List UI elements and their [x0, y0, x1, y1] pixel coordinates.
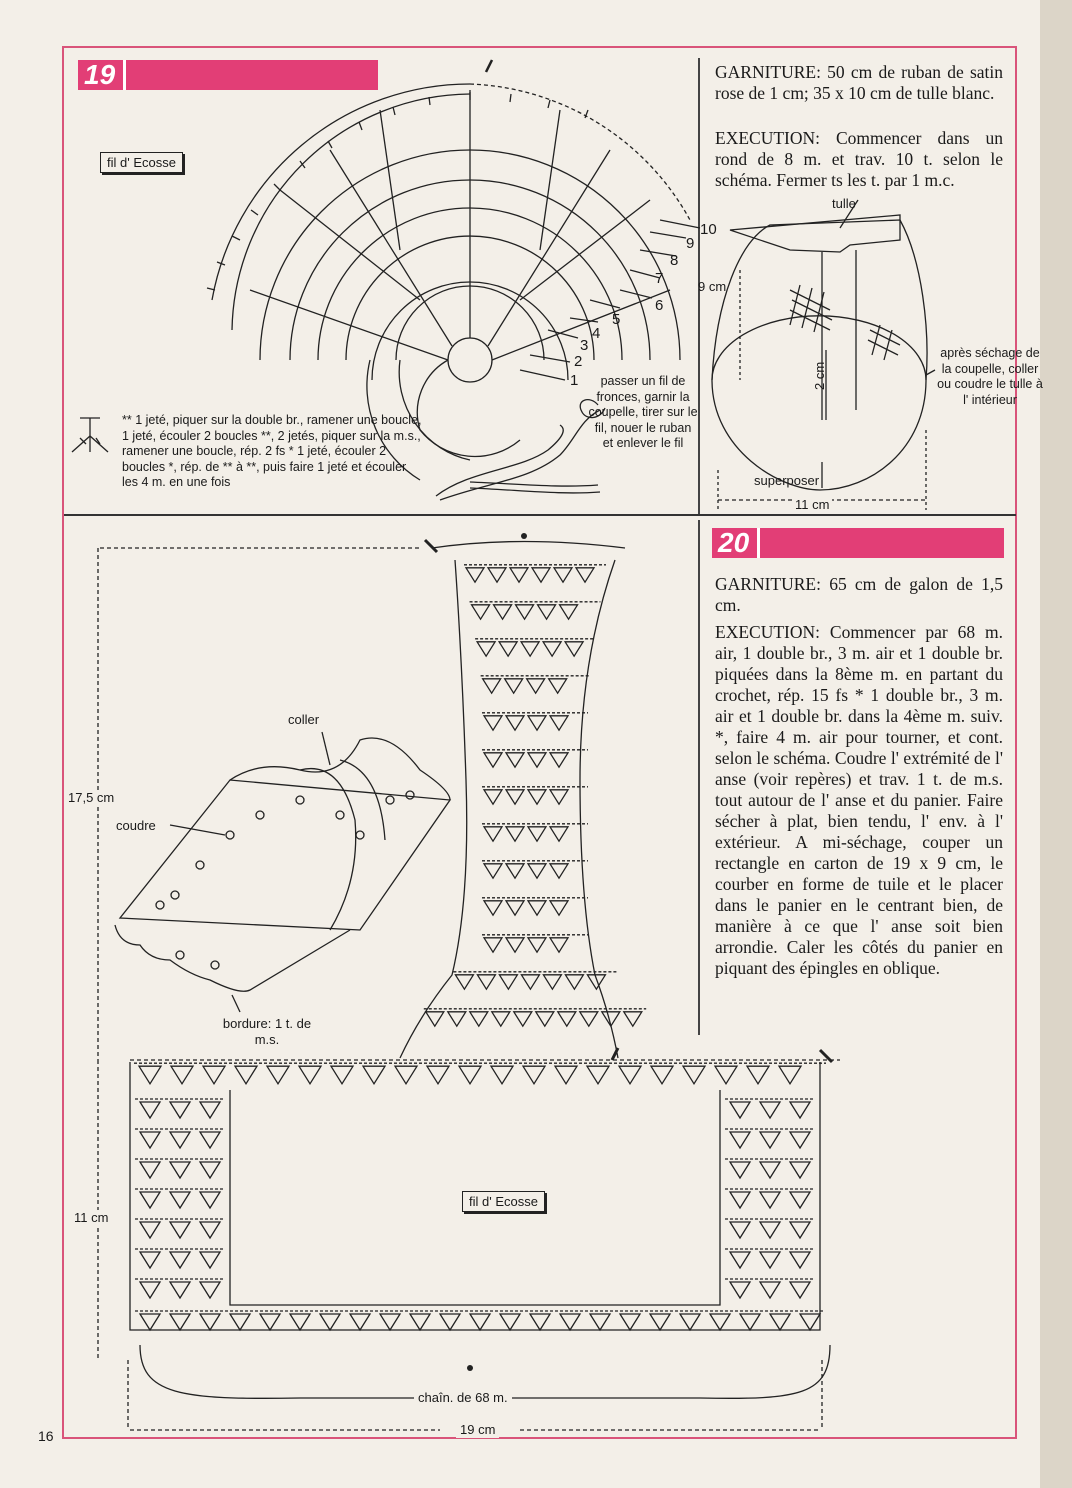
chain-label: chaîn. de 68 m.: [414, 1390, 512, 1406]
stitch-triangle: [484, 753, 502, 767]
stitch-triangle: [790, 1222, 810, 1238]
stitch-triangle: [715, 1066, 737, 1084]
section-number: 20: [718, 528, 760, 558]
row-number-9: 9: [686, 235, 695, 252]
coller-label: coller: [288, 712, 320, 727]
stitch-triangle: [760, 1192, 780, 1208]
stitch-triangle: [565, 642, 583, 656]
stitch-triangle: [170, 1314, 190, 1330]
stitch-triangle: [555, 1066, 577, 1084]
stitch-triangle: [477, 975, 495, 989]
stitch-triangle: [440, 1314, 460, 1330]
stitch-triangle: [760, 1132, 780, 1148]
section-number: 19: [84, 60, 126, 90]
row-number-7: 7: [655, 270, 664, 287]
stitch-triangle: [140, 1282, 160, 1298]
stitch-triangle: [484, 827, 502, 841]
stitch-triangle: [506, 753, 524, 767]
stitch-triangle: [528, 716, 546, 730]
stitch-triangle: [200, 1314, 220, 1330]
stitch-triangle: [550, 827, 568, 841]
stitch-triangle: [560, 1314, 580, 1330]
stitch-triangle: [200, 1282, 220, 1298]
stitch-triangle: [538, 605, 556, 619]
page-number: 16: [38, 1428, 54, 1444]
stitch-triangle: [620, 1314, 640, 1330]
stitch-triangle: [790, 1132, 810, 1148]
stitch-triangle: [170, 1222, 190, 1238]
stitch-triangle: [299, 1066, 321, 1084]
stitch-triangle: [320, 1314, 340, 1330]
stitch-triangle: [650, 1314, 670, 1330]
stitch-triangle: [619, 1066, 641, 1084]
stitch-triangle: [730, 1252, 750, 1268]
stitch-triangle: [466, 568, 484, 582]
stitch-triangle: [800, 1314, 820, 1330]
stitch-triangle: [484, 901, 502, 915]
stitch-triangle: [459, 1066, 481, 1084]
stitch-triangle: [170, 1192, 190, 1208]
stitch-triangle: [140, 1222, 160, 1238]
overlap-label: superposer: [754, 473, 820, 488]
stitch-triangle: [710, 1314, 730, 1330]
stitch-triangle: [730, 1192, 750, 1208]
stitch-triangle: [760, 1252, 780, 1268]
stitch-triangle: [363, 1066, 385, 1084]
stitch-triangle: [730, 1162, 750, 1178]
cup-height-label: 9 cm: [698, 279, 727, 294]
stitch-triangle: [790, 1192, 810, 1208]
stitch-triangle: [624, 1012, 642, 1026]
row-number-1: 1: [570, 372, 579, 389]
stitch-triangle: [484, 864, 502, 878]
stitch-triangle: [380, 1314, 400, 1330]
stitch-triangle: [510, 568, 528, 582]
stitch-triangle: [760, 1102, 780, 1118]
stitch-triangle: [500, 1314, 520, 1330]
stitch-triangle: [683, 1066, 705, 1084]
stitch-triangle: [200, 1132, 220, 1148]
stitch-triangle: [506, 827, 524, 841]
stitch-triangle: [530, 1314, 550, 1330]
stitch-triangle: [230, 1314, 250, 1330]
stitch-triangle: [790, 1282, 810, 1298]
stitch-triangle: [200, 1102, 220, 1118]
stitch-triangle: [350, 1314, 370, 1330]
stitch-triangle: [331, 1066, 353, 1084]
stitch-triangle: [488, 568, 506, 582]
stitch-triangle: [427, 1066, 449, 1084]
stitch-triangle: [527, 679, 545, 693]
stitch-triangle: [760, 1282, 780, 1298]
coudre-label: coudre: [116, 818, 156, 833]
stitch-triangle: [267, 1066, 289, 1084]
stitch-triangle: [506, 901, 524, 915]
section-20-execution: EXECUTION: Commencer par 68 m. air, 1 double br., 3 m. air et 1 double br. piquées dans la 8ème m. en partant du crochet, rép. 15 fs * 1 double br., 3 m. air et 1 double br. dans la 4ème m. suiv. *, faire 4 m. air pour tourner, et cont. selon le schéma. Coudre l' extrémité de l' anse (voir repères) et trav. 1 t. de m.s. tout autour de l' anse et du panier. Faire sécher à plat, bien tendu, l' env. à l' extérieur. A mi-séchage, couper un rectangle en carton de 19 x 9 cm, le courber en forme de tuile et le placer dans le panier en le centrant bien, de manière à ce que l' anse soit bien arrondie. Caler les côtés du panier en piquant des épingles en oblique.: [715, 622, 1003, 978]
row-number-3: 3: [580, 337, 589, 354]
stitch-triangle: [760, 1162, 780, 1178]
stitch-triangle: [565, 975, 583, 989]
stitch-triangle: [494, 605, 512, 619]
section-19-garniture: GARNITURE: 50 cm de ruban de satin rose de 1 cm; 35 x 10 cm de tulle blanc.: [715, 62, 1003, 103]
stitch-triangle: [506, 790, 524, 804]
stitch-triangle: [395, 1066, 417, 1084]
stitch-triangle: [576, 568, 594, 582]
stitch-symbol: [72, 418, 108, 452]
stitch-triangle: [550, 716, 568, 730]
stitch-triangle: [484, 938, 502, 952]
stitch-triangle: [760, 1222, 780, 1238]
stitch-legend: ** 1 jeté, piquer sur la double br., ramener une boucle, 1 jeté, écouler 2 boucles **, 2 jetés, piquer sur la m.s., ramener une boucle, rép. 2 fs * 1 jeté, écouler 2 boucles *, rép. de ** à **, puis faire 1 jeté et écouler les 4 m. en une fois: [122, 413, 422, 489]
stitch-triangle: [590, 1314, 610, 1330]
stitch-triangle: [140, 1192, 160, 1208]
stitch-triangle: [521, 975, 539, 989]
section-20-garniture: GARNITURE: 65 cm de galon de 1,5 cm.: [715, 574, 1003, 615]
stitch-triangle: [470, 1314, 490, 1330]
dimension-lines: [98, 548, 822, 1430]
stitch-triangle: [550, 864, 568, 878]
handle-height-label: 17,5 cm: [68, 790, 115, 805]
stitch-triangle: [730, 1132, 750, 1148]
stitch-triangle: [558, 1012, 576, 1026]
ribbon-drawing: [436, 400, 605, 500]
stitch-triangle: [587, 1066, 609, 1084]
stitch-triangle: [506, 716, 524, 730]
stitch-triangle: [455, 975, 473, 989]
stitch-triangle: [505, 679, 523, 693]
stitch-triangle: [170, 1132, 190, 1148]
stitch-triangle: [790, 1102, 810, 1118]
row-number-6: 6: [655, 297, 664, 314]
stitch-triangle: [550, 790, 568, 804]
stitch-triangle: [747, 1066, 769, 1084]
stitch-triangle: [528, 753, 546, 767]
stitch-triangle: [200, 1192, 220, 1208]
stitch-triangle: [580, 1012, 598, 1026]
stitch-triangle: [203, 1066, 225, 1084]
stitch-triangle: [170, 1102, 190, 1118]
stitch-triangle: [477, 642, 495, 656]
stitch-triangle: [514, 1012, 532, 1026]
stitch-triangle: [200, 1162, 220, 1178]
row-number-8: 8: [670, 252, 679, 269]
basket-height-label: 11 cm: [74, 1210, 109, 1225]
stitch-triangle: [528, 901, 546, 915]
stitch-triangle: [200, 1252, 220, 1268]
stitch-triangle: [484, 716, 502, 730]
row-number-4: 4: [592, 325, 601, 342]
basket-thread-label: fil d' Ecosse: [462, 1191, 545, 1212]
stitch-triangle: [170, 1282, 190, 1298]
stitch-triangle: [550, 938, 568, 952]
stitch-triangle: [483, 679, 501, 693]
stitch-triangle: [140, 1314, 160, 1330]
stitch-triangle: [516, 605, 534, 619]
stitch-triangle: [528, 864, 546, 878]
thread-label: fil d' Ecosse: [100, 152, 183, 173]
drying-note: après séchage de la coupelle, coller ou coudre le tulle à l' intérieur: [937, 346, 1043, 407]
row-number-10: 10: [700, 221, 717, 238]
stitch-triangle: [491, 1066, 513, 1084]
stitch-triangle: [740, 1314, 760, 1330]
stitch-triangle: [426, 1012, 444, 1026]
stitch-triangle: [448, 1012, 466, 1026]
stitch-triangle: [680, 1314, 700, 1330]
stitch-triangle: [470, 1012, 488, 1026]
stitch-triangle: [779, 1066, 801, 1084]
stitch-triangle: [499, 975, 517, 989]
row-number-2: 2: [574, 353, 583, 370]
stitch-triangle: [790, 1252, 810, 1268]
stitch-triangle: [730, 1282, 750, 1298]
cup-drawing: [712, 200, 935, 510]
cup-width-label: 11 cm: [792, 497, 832, 513]
stitch-triangle: [260, 1314, 280, 1330]
stitch-triangle: [140, 1252, 160, 1268]
stitch-triangle: [506, 864, 524, 878]
row-number-5: 5: [612, 311, 621, 328]
handle-illustration: [115, 732, 450, 1012]
stitch-triangle: [410, 1314, 430, 1330]
stitch-triangle: [536, 1012, 554, 1026]
stitch-triangle: [730, 1222, 750, 1238]
ribbon-note: passer un fil de fronces, garnir la coupelle, tirer sur le fil, nouer le ruban et enlever le fil: [588, 374, 698, 450]
stitch-triangle: [528, 938, 546, 952]
stitch-triangle: [472, 605, 490, 619]
stitch-triangle: [170, 1162, 190, 1178]
stitch-triangle: [550, 753, 568, 767]
stitch-triangle: [528, 827, 546, 841]
stitch-triangle: [730, 1102, 750, 1118]
stitch-triangle: [171, 1066, 193, 1084]
stitch-triangle: [554, 568, 572, 582]
stitch-triangle: [521, 642, 539, 656]
cup-depth-label: 2 cm: [812, 361, 827, 390]
tulle-label: tulle: [832, 196, 856, 211]
stitch-triangle: [543, 642, 561, 656]
section-19-execution: EXECUTION: Commencer dans un rond de 8 m. et trav. 10 t. selon le schéma. Fermer ts les t. par 1 m.c.: [715, 128, 1003, 190]
stitch-triangle: [492, 1012, 510, 1026]
stitch-triangle: [200, 1222, 220, 1238]
stitch-triangle: [523, 1066, 545, 1084]
stitch-triangle: [560, 605, 578, 619]
stitch-triangle: [484, 790, 502, 804]
stitch-triangle: [140, 1102, 160, 1118]
stitch-triangle: [140, 1162, 160, 1178]
stitch-triangle: [532, 568, 550, 582]
stitch-triangle: [499, 642, 517, 656]
stitch-triangle: [170, 1252, 190, 1268]
stitch-triangle: [140, 1132, 160, 1148]
bordure-label: bordure: 1 t. de m.s.: [222, 1016, 312, 1047]
stitch-triangle: [651, 1066, 673, 1084]
stitch-triangle: [790, 1162, 810, 1178]
stitch-triangle: [139, 1066, 161, 1084]
stitch-triangle: [550, 901, 568, 915]
stitch-triangle: [506, 938, 524, 952]
stitch-triangle: [770, 1314, 790, 1330]
stitch-triangle: [549, 679, 567, 693]
basket-width-label: 19 cm: [456, 1422, 499, 1438]
stitch-triangle: [528, 790, 546, 804]
stitch-triangle: [290, 1314, 310, 1330]
stitch-triangle: [235, 1066, 257, 1084]
stitch-triangle: [543, 975, 561, 989]
